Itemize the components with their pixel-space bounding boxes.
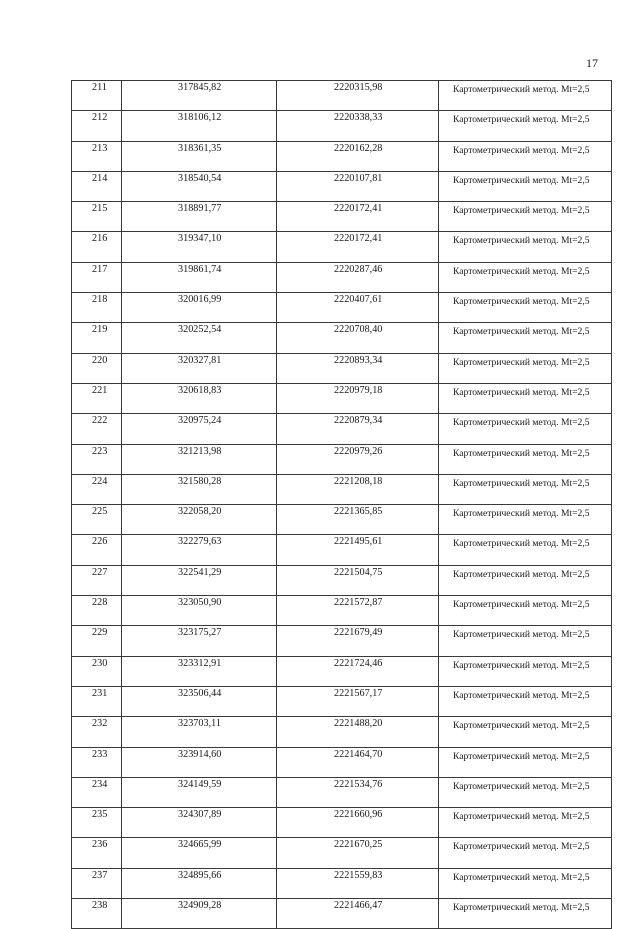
x-coordinate-cell: 317845,82	[122, 81, 277, 111]
point-number-cell: 219	[72, 323, 122, 353]
table-row	[72, 868, 612, 898]
x-coordinate-cell: 318540,54	[122, 171, 277, 201]
table-row	[72, 899, 612, 929]
y-coordinate-cell: 2220979,18	[277, 383, 439, 413]
method-cell: Картометрический метод. Mt=2,5	[439, 474, 612, 504]
method-cell: Картометрический метод. Mt=2,5	[439, 444, 612, 474]
x-coordinate-cell: 320252,54	[122, 323, 277, 353]
y-coordinate-cell: 2221567,17	[277, 686, 439, 716]
y-coordinate-cell: 2220162,28	[277, 141, 439, 171]
table-body	[72, 81, 612, 929]
x-coordinate-cell: 324665,99	[122, 838, 277, 868]
coordinates-table	[71, 80, 612, 929]
table-row	[72, 444, 612, 474]
table-row	[72, 262, 612, 292]
x-coordinate-cell: 323703,11	[122, 717, 277, 747]
x-coordinate-cell: 321580,28	[122, 474, 277, 504]
point-number-cell: 237	[72, 868, 122, 898]
table-row	[72, 565, 612, 595]
table-row	[72, 808, 612, 838]
x-coordinate-cell: 323506,44	[122, 686, 277, 716]
y-coordinate-cell: 2220107,81	[277, 171, 439, 201]
point-number-cell: 222	[72, 414, 122, 444]
y-coordinate-cell: 2221572,87	[277, 596, 439, 626]
y-coordinate-cell: 2221495,61	[277, 535, 439, 565]
method-cell: Картометрический метод. Mt=2,5	[439, 353, 612, 383]
method-cell: Картометрический метод. Mt=2,5	[439, 111, 612, 141]
y-coordinate-cell: 2221559,83	[277, 868, 439, 898]
x-coordinate-cell: 318361,35	[122, 141, 277, 171]
x-coordinate-cell: 323914,60	[122, 747, 277, 777]
y-coordinate-cell: 2221504,75	[277, 565, 439, 595]
x-coordinate-cell: 318106,12	[122, 111, 277, 141]
method-cell: Картометрический метод. Mt=2,5	[439, 899, 612, 929]
point-number-cell: 229	[72, 626, 122, 656]
y-coordinate-cell: 2220287,46	[277, 262, 439, 292]
table-row	[72, 686, 612, 716]
table-row	[72, 414, 612, 444]
method-cell: Картометрический метод. Mt=2,5	[439, 293, 612, 323]
point-number-cell: 218	[72, 293, 122, 323]
method-cell: Картометрический метод. Mt=2,5	[439, 414, 612, 444]
point-number-cell: 232	[72, 717, 122, 747]
y-coordinate-cell: 2221724,46	[277, 656, 439, 686]
y-coordinate-cell: 2221464,70	[277, 747, 439, 777]
x-coordinate-cell: 323050,90	[122, 596, 277, 626]
method-cell: Картометрический метод. Mt=2,5	[439, 626, 612, 656]
x-coordinate-cell: 319861,74	[122, 262, 277, 292]
table-row	[72, 81, 612, 111]
method-cell: Картометрический метод. Mt=2,5	[439, 262, 612, 292]
table-row	[72, 747, 612, 777]
table-row	[72, 383, 612, 413]
table-row	[72, 202, 612, 232]
table-row	[72, 141, 612, 171]
x-coordinate-cell: 324909,28	[122, 899, 277, 929]
x-coordinate-cell: 322541,29	[122, 565, 277, 595]
table-row	[72, 777, 612, 807]
method-cell: Картометрический метод. Mt=2,5	[439, 202, 612, 232]
table-row	[72, 293, 612, 323]
y-coordinate-cell: 2220338,33	[277, 111, 439, 141]
method-cell: Картометрический метод. Mt=2,5	[439, 171, 612, 201]
x-coordinate-cell: 320327,81	[122, 353, 277, 383]
x-coordinate-cell: 318891,77	[122, 202, 277, 232]
x-coordinate-cell: 324149,59	[122, 777, 277, 807]
method-cell: Картометрический метод. Mt=2,5	[439, 81, 612, 111]
point-number-cell: 216	[72, 232, 122, 262]
point-number-cell: 224	[72, 474, 122, 504]
point-number-cell: 236	[72, 838, 122, 868]
method-cell: Картометрический метод. Mt=2,5	[439, 565, 612, 595]
y-coordinate-cell: 2221679,49	[277, 626, 439, 656]
method-cell: Картометрический метод. Mt=2,5	[439, 383, 612, 413]
y-coordinate-cell: 2221488,20	[277, 717, 439, 747]
point-number-cell: 230	[72, 656, 122, 686]
point-number-cell: 217	[72, 262, 122, 292]
point-number-cell: 228	[72, 596, 122, 626]
point-number-cell: 223	[72, 444, 122, 474]
point-number-cell: 231	[72, 686, 122, 716]
table-row	[72, 474, 612, 504]
method-cell: Картометрический метод. Mt=2,5	[439, 747, 612, 777]
table-row	[72, 535, 612, 565]
point-number-cell: 215	[72, 202, 122, 232]
table-row	[72, 232, 612, 262]
table-row	[72, 505, 612, 535]
table-row	[72, 323, 612, 353]
point-number-cell: 221	[72, 383, 122, 413]
table-row	[72, 353, 612, 383]
table-row	[72, 596, 612, 626]
method-cell: Картометрический метод. Mt=2,5	[439, 596, 612, 626]
method-cell: Картометрический метод. Mt=2,5	[439, 808, 612, 838]
table-row	[72, 111, 612, 141]
y-coordinate-cell: 2221660,96	[277, 808, 439, 838]
x-coordinate-cell: 322279,63	[122, 535, 277, 565]
y-coordinate-cell: 2221534,76	[277, 777, 439, 807]
x-coordinate-cell: 324895,66	[122, 868, 277, 898]
method-cell: Картометрический метод. Mt=2,5	[439, 717, 612, 747]
method-cell: Картометрический метод. Mt=2,5	[439, 838, 612, 868]
point-number-cell: 220	[72, 353, 122, 383]
method-cell: Картометрический метод. Mt=2,5	[439, 505, 612, 535]
y-coordinate-cell: 2221365,85	[277, 505, 439, 535]
x-coordinate-cell: 323312,91	[122, 656, 277, 686]
point-number-cell: 233	[72, 747, 122, 777]
method-cell: Картометрический метод. Mt=2,5	[439, 535, 612, 565]
method-cell: Картометрический метод. Mt=2,5	[439, 323, 612, 353]
point-number-cell: 234	[72, 777, 122, 807]
y-coordinate-cell: 2220979,26	[277, 444, 439, 474]
method-cell: Картометрический метод. Mt=2,5	[439, 868, 612, 898]
y-coordinate-cell: 2220172,41	[277, 232, 439, 262]
point-number-cell: 214	[72, 171, 122, 201]
point-number-cell: 227	[72, 565, 122, 595]
y-coordinate-cell: 2220407,61	[277, 293, 439, 323]
table-row	[72, 626, 612, 656]
table-row	[72, 656, 612, 686]
method-cell: Картометрический метод. Mt=2,5	[439, 232, 612, 262]
x-coordinate-cell: 324307,89	[122, 808, 277, 838]
y-coordinate-cell: 2221670,25	[277, 838, 439, 868]
point-number-cell: 238	[72, 899, 122, 929]
y-coordinate-cell: 2220172,41	[277, 202, 439, 232]
point-number-cell: 212	[72, 111, 122, 141]
x-coordinate-cell: 323175,27	[122, 626, 277, 656]
method-cell: Картометрический метод. Mt=2,5	[439, 656, 612, 686]
method-cell: Картометрический метод. Mt=2,5	[439, 686, 612, 716]
point-number-cell: 235	[72, 808, 122, 838]
x-coordinate-cell: 321213,98	[122, 444, 277, 474]
page-number: 17	[586, 56, 598, 70]
y-coordinate-cell: 2220315,98	[277, 81, 439, 111]
y-coordinate-cell: 2220708,40	[277, 323, 439, 353]
y-coordinate-cell: 2221466,47	[277, 899, 439, 929]
point-number-cell: 225	[72, 505, 122, 535]
point-number-cell: 211	[72, 81, 122, 111]
x-coordinate-cell: 320016,99	[122, 293, 277, 323]
method-cell: Картометрический метод. Mt=2,5	[439, 141, 612, 171]
x-coordinate-cell: 322058,20	[122, 505, 277, 535]
y-coordinate-cell: 2220893,34	[277, 353, 439, 383]
table-row	[72, 171, 612, 201]
point-number-cell: 226	[72, 535, 122, 565]
table-row	[72, 838, 612, 868]
point-number-cell: 213	[72, 141, 122, 171]
y-coordinate-cell: 2220879,34	[277, 414, 439, 444]
y-coordinate-cell: 2221208,18	[277, 474, 439, 504]
table-row	[72, 717, 612, 747]
x-coordinate-cell: 320618,83	[122, 383, 277, 413]
x-coordinate-cell: 320975,24	[122, 414, 277, 444]
method-cell: Картометрический метод. Mt=2,5	[439, 777, 612, 807]
x-coordinate-cell: 319347,10	[122, 232, 277, 262]
